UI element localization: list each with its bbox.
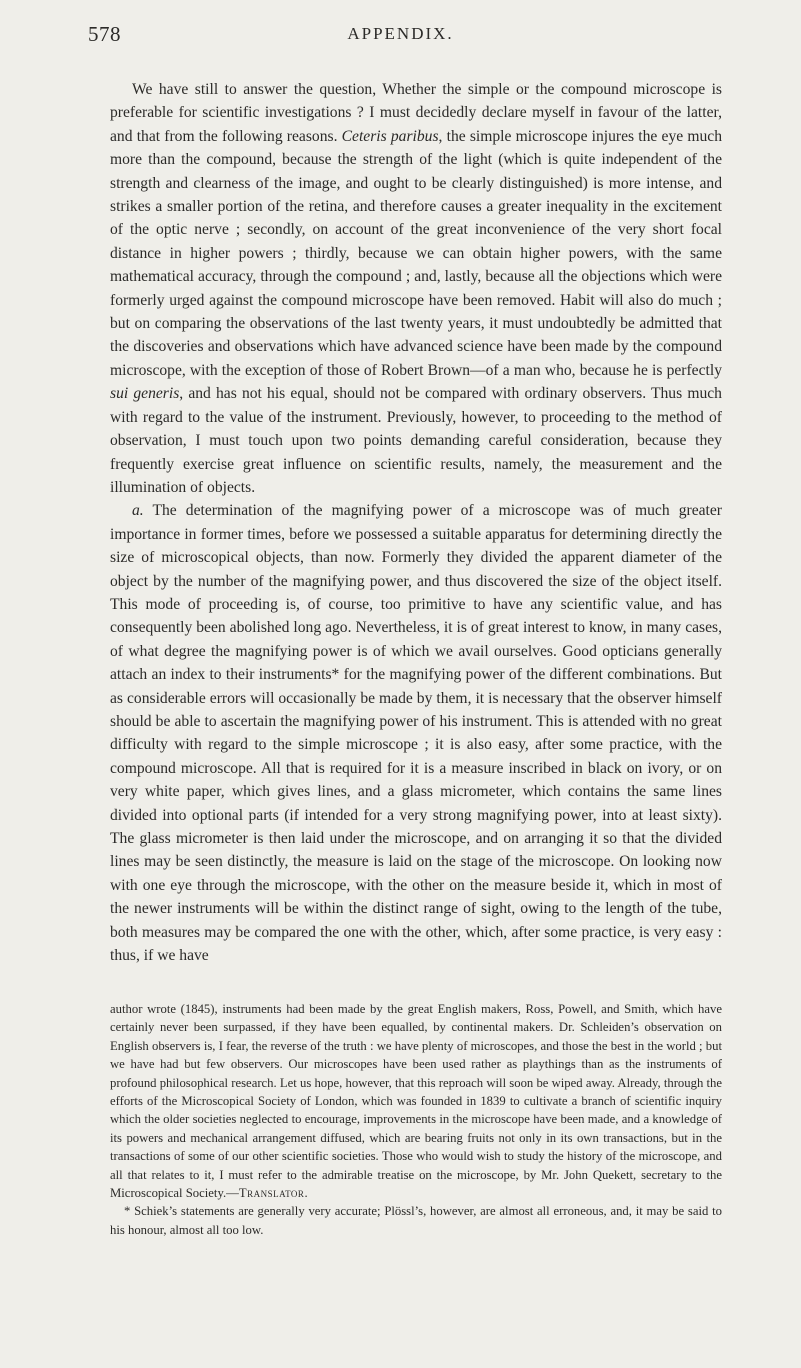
paragraph-2-text: The determination of the magnifying power of a microscope was of much greater importance in former times, before we possessed a suitable apparatus for determining directly the size of microscopical objects, than now. Formerly they divided the apparent diameter of the object by the number of the magnifying power, and thus discovered the size of the object itself. This mode of proceeding is, of course, too primitive to have any scientific value, and has consequently been abolished long ago. Nevertheless, it is of great interest to know, in many cases, of what degree the magnifying power is of which we avail ourselves. Good opticians generally attach an index to their instruments* for the magnifying power of the different combinations. But as considerable errors will occasionally be made by them, it is necessary that the observer himself should be able to ascertain the magnifying power of his instrument. This is attended with no great difficulty with regard to the simple microscope ; it is also easy, after some practice, with the compound microscope. All that is required for it is a measure inscribed in black on ivory, or on very white paper, which gives lines, and a glass micrometer, which contains the same lines divided into optional parts (if intended for a very strong magnifying power, into at least sixty). The glass micrometer is then laid under the microscope, and on arranging it so that the divided lines may be seen distinctly, the measure is laid on the stage of the microscope. On looking now with one eye through the microscope, with the other on the measure beside it, which in most of the newer instruments will be within the distinct range of sight, owing to the length of the tube, both measures may be compared the one with the other, which, after some practice, is very easy : thus, if we have: [110, 502, 722, 965]
paragraph-2-label: a.: [132, 502, 144, 520]
paragraph-1-text-a: We have still to answer the question, Whether the simple or the compound microscope is preferable for scientific investigations ? I must decidedly declare myself in favour of the latter, and that from the following reasons.: [110, 81, 722, 145]
sui-generis-italic: sui generis: [110, 385, 180, 403]
translator-note-text: author wrote (1845), instruments had been made by the great English makers, Ross, Powell, and Smith, which have certainly never been surpassed, if they have been equalled, by continental makers. Dr. Schleiden’s observation on English observers is, I fear, the reverse of the truth : we have plenty of microscopes, and those the best in the world ; but we have had but few observers. Our microscopes have been used rather as playthings than as the instruments of profound philosophical research. Let us hope, however, that this reproach will soon be wiped away. Already, through the efforts of the Microscopical Society of London, which was founded in 1839 to cultivate a branch of scientific inquiry which the older societies neglected to encourage, improvements in the microscope have been made, and a knowledge of its powers and mechanical arrangement diffused, which are bearing fruits not only in its own transactions, but in the transactions of some of our other scientific societies. Those who would wish to study the history of the microscope, and all that relates to it, I must refer to the admirable treatise on the microscope, by Mr. John Quekett, secretary to the Microscopical Society.—: [110, 1002, 722, 1201]
paragraph-1: [110, 78, 722, 499]
footnote-star: * Schiek’s statements are generally very accurate; Plössl’s, however, are almost all erroneous, and, it may be said to his honour, almost all too low.: [110, 1204, 722, 1237]
page-header: [0, 16, 801, 50]
page-number: 578: [88, 22, 121, 46]
translator-signature: Translator.: [238, 1186, 309, 1201]
ceteris-paribus-italic: Ceteris paribus: [341, 127, 439, 145]
footnotes: [110, 1000, 722, 1239]
translator-note: [110, 1000, 722, 1202]
main-text: [110, 78, 722, 967]
paragraph-1-text-b: , the simple microscope injures the eye much more than the compound, because the strength of the light (which is quite independent of the strength and clearness of the image, and ought to be clearly distinguished) is more intense, and strikes a smaller portion of the retina, and therefore causes a greater inequality in the excitement of the optic nerve ; secondly, on account of the great inconvenience of the very short focal distance in higher powers ; thirdly, because we can obtain higher powers, with the same mathematical accuracy, through the compound ; and, lastly, because all the objections which were formerly urged against the compound microscope have been removed. Habit will also do much ; but on comparing the observations of the last twenty years, it must undoubtedly be admitted that the discoveries and observations which have advanced science have been made by the compound microscope, with the exception of those of Robert Brown—of a man who, because he is perfectly: [110, 127, 722, 379]
running-head: APPENDIX.: [347, 24, 454, 43]
paragraph-1-text-c: , and has not his equal, should not be compared with ordinary observers. Thus much with regard to the value of the instrument. Previously, however, to proceeding to the method of observation, I must touch upon two points demanding careful consideration, because they frequently exercise great influence on scientific results, namely, the measurement and the illumination of objects.: [110, 385, 722, 496]
paragraph-2: [110, 499, 722, 967]
